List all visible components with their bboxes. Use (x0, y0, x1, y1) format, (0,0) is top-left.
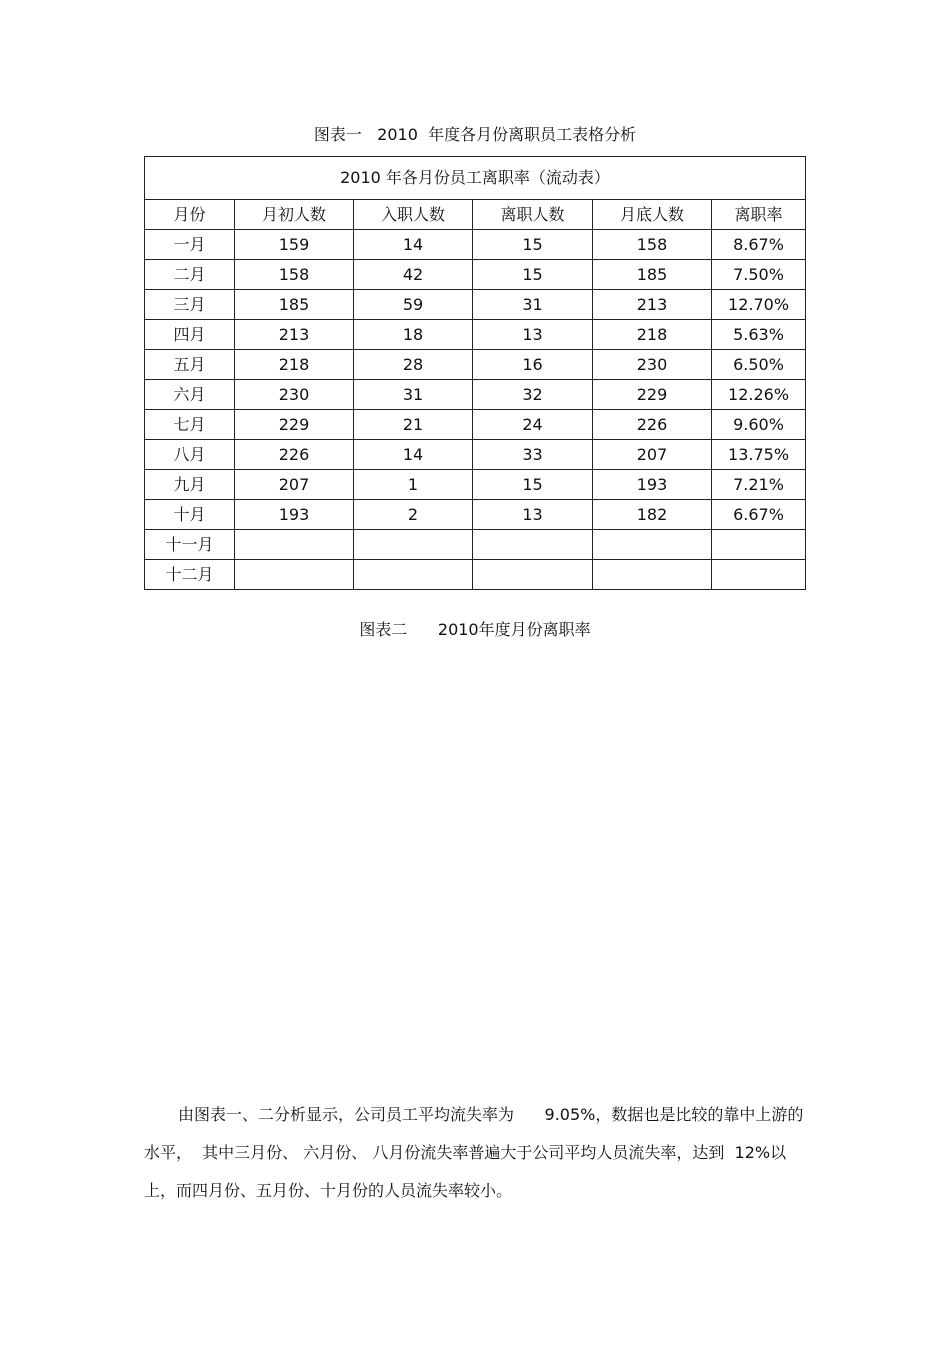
value-cell: 213 (235, 320, 354, 350)
value-cell: 7.50% (712, 260, 806, 290)
month-cell: 八月 (145, 440, 235, 470)
value-cell: 15 (473, 260, 593, 290)
value-cell: 7.21% (712, 470, 806, 500)
month-cell: 十二月 (145, 560, 235, 590)
value-cell (354, 530, 473, 560)
value-cell: 213 (593, 290, 712, 320)
value-cell (473, 530, 593, 560)
header-cell: 入职人数 (354, 200, 473, 230)
header-cell: 月底人数 (593, 200, 712, 230)
month-cell: 一月 (145, 230, 235, 260)
table-row (145, 320, 806, 350)
value-cell: 182 (593, 500, 712, 530)
value-cell: 9.60% (712, 410, 806, 440)
header-cell: 月份 (145, 200, 235, 230)
value-cell: 159 (235, 230, 354, 260)
value-cell: 229 (593, 380, 712, 410)
table-row (145, 440, 806, 470)
month-cell: 七月 (145, 410, 235, 440)
table-row (145, 230, 806, 260)
month-cell: 十一月 (145, 530, 235, 560)
value-cell: 18 (354, 320, 473, 350)
table-header-row (145, 200, 806, 230)
chart-caption: 图表二 2010年度月份离职率 (359, 620, 591, 639)
analysis-paragraph: 由图表一、二分析显示，公司员工平均流失率为 9.05%，数据也是比较的靠中上游的水平， 其中三月份、 六月份、 八月份流失率普遍大于公司平均人员流失率，达到 12%以上，而四月份、五月份、十月份的人员流失率较小。 (144, 1105, 804, 1200)
value-cell: 42 (354, 260, 473, 290)
table-row (145, 290, 806, 320)
value-cell: 185 (235, 290, 354, 320)
value-cell: 14 (354, 230, 473, 260)
header-cell: 离职率 (712, 200, 806, 230)
value-cell: 12.26% (712, 380, 806, 410)
value-cell: 193 (593, 470, 712, 500)
value-cell: 24 (473, 410, 593, 440)
value-cell: 14 (354, 440, 473, 470)
value-cell: 1 (354, 470, 473, 500)
value-cell (354, 560, 473, 590)
value-cell: 226 (593, 410, 712, 440)
month-cell: 九月 (145, 470, 235, 500)
table-row (145, 560, 806, 590)
month-cell: 六月 (145, 380, 235, 410)
value-cell (712, 560, 806, 590)
value-cell: 218 (235, 350, 354, 380)
value-cell: 207 (235, 470, 354, 500)
value-cell (235, 560, 354, 590)
header-cell: 离职人数 (473, 200, 593, 230)
month-cell: 四月 (145, 320, 235, 350)
value-cell: 13.75% (712, 440, 806, 470)
table-title: 2010 年各月份员工离职率（流动表） (145, 157, 806, 200)
value-cell (235, 530, 354, 560)
month-cell: 二月 (145, 260, 235, 290)
value-cell (593, 560, 712, 590)
value-cell: 218 (593, 320, 712, 350)
table-caption: 图表一 2010 年度各月份离职员工表格分析 (313, 125, 637, 144)
value-cell (593, 530, 712, 560)
value-cell: 32 (473, 380, 593, 410)
value-cell: 13 (473, 500, 593, 530)
month-cell: 五月 (145, 350, 235, 380)
value-cell: 6.67% (712, 500, 806, 530)
value-cell: 8.67% (712, 230, 806, 260)
value-cell: 158 (593, 230, 712, 260)
value-cell: 230 (235, 380, 354, 410)
value-cell: 28 (354, 350, 473, 380)
value-cell (473, 560, 593, 590)
value-cell: 185 (593, 260, 712, 290)
value-cell: 15 (473, 470, 593, 500)
value-cell (712, 530, 806, 560)
table-title-row (145, 157, 806, 200)
value-cell: 229 (235, 410, 354, 440)
value-cell: 15 (473, 230, 593, 260)
table-row (145, 530, 806, 560)
table-row (145, 470, 806, 500)
value-cell: 5.63% (712, 320, 806, 350)
value-cell: 207 (593, 440, 712, 470)
turnover-table (144, 156, 806, 590)
value-cell: 226 (235, 440, 354, 470)
table-row (145, 260, 806, 290)
month-cell: 十月 (145, 500, 235, 530)
value-cell: 2 (354, 500, 473, 530)
value-cell: 33 (473, 440, 593, 470)
value-cell: 12.70% (712, 290, 806, 320)
table-row (145, 500, 806, 530)
value-cell: 31 (473, 290, 593, 320)
table-row (145, 350, 806, 380)
chart-placeholder-area (144, 650, 805, 1080)
value-cell: 193 (235, 500, 354, 530)
value-cell: 13 (473, 320, 593, 350)
value-cell: 16 (473, 350, 593, 380)
table-row (145, 380, 806, 410)
value-cell: 59 (354, 290, 473, 320)
value-cell: 31 (354, 380, 473, 410)
value-cell: 158 (235, 260, 354, 290)
value-cell: 230 (593, 350, 712, 380)
header-cell: 月初人数 (235, 200, 354, 230)
month-cell: 三月 (145, 290, 235, 320)
value-cell: 21 (354, 410, 473, 440)
value-cell: 6.50% (712, 350, 806, 380)
table-row (145, 410, 806, 440)
